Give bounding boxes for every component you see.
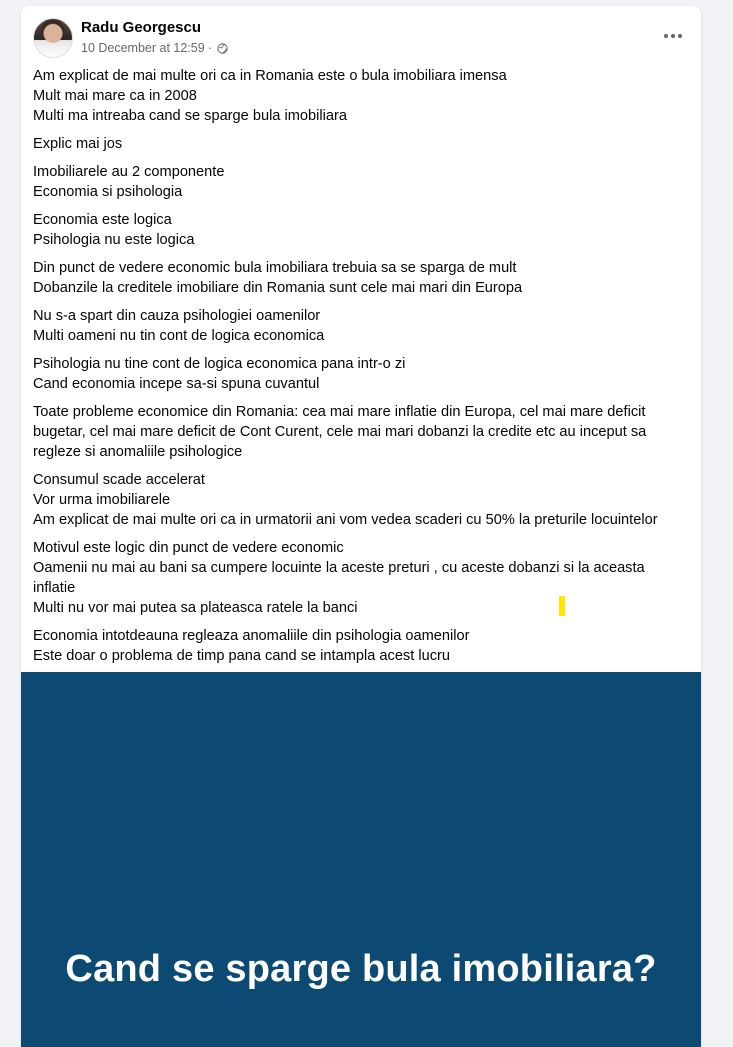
post-paragraph: [33, 470, 689, 530]
post-text: [21, 64, 701, 666]
post-line: Din punct de vedere economic bula imobiliara trebuia sa se sparga de mult: [33, 260, 517, 276]
post-line: Oamenii nu mai au bani sa cumpere locuinte la aceste preturi , cu aceste dobanzi si la aceasta inflatie: [33, 560, 645, 596]
post-line: Multi nu vor mai putea sa plateasca ratele la banci: [33, 600, 358, 616]
post-line: Motivul este logic din punct de vedere economic: [33, 540, 344, 556]
post-line: Am explicat de mai multe ori ca in urmatorii ani vom vedea scaderi cu 50% la preturile locuintelor: [33, 512, 658, 528]
post-line: Economia este logica: [33, 212, 172, 228]
post-line: Am explicat de mai multe ori ca in Romania este o bula imobiliara imensa: [33, 68, 507, 84]
post-paragraph: [33, 306, 689, 346]
post-line: Consumul scade accelerat: [33, 472, 205, 488]
post-line: Explic mai jos: [33, 136, 123, 152]
post-card: [21, 6, 701, 1047]
meta-separator: ·: [207, 41, 212, 55]
post-image[interactable]: [21, 672, 701, 1047]
post-paragraph: [33, 162, 689, 202]
more-dot-icon: [664, 34, 668, 38]
post-line: Mult mai mare ca in 2008: [33, 88, 197, 104]
post-line: Este doar o problema de timp pana cand se intampla acest lucru: [33, 648, 450, 664]
post-paragraph: [33, 134, 689, 154]
post-paragraph: [33, 354, 689, 394]
post-line: Vor urma imobiliarele: [33, 492, 171, 508]
post-paragraph: [33, 258, 689, 298]
timestamp[interactable]: 10 December at 12:59: [81, 41, 205, 55]
post-paragraph: [33, 210, 689, 250]
post-line: Nu s-a spart din cauza psihologiei oamenilor: [33, 308, 321, 324]
post-paragraph: [33, 66, 689, 126]
globe-icon[interactable]: [217, 43, 228, 54]
more-options-button[interactable]: [659, 26, 687, 46]
post-line: Dobanzile la creditele imobiliare din Romania sunt cele mai mari din Europa: [33, 280, 523, 296]
post-paragraph: [33, 538, 689, 618]
post-line: Psihologia nu tine cont de logica economica pana intr-o zi: [33, 356, 406, 372]
more-dot-icon: [671, 34, 675, 38]
post-line: Psihologia nu este logica: [33, 232, 195, 248]
post-paragraph: [33, 626, 689, 666]
post-line: Cand economia incepe sa-si spuna cuvantul: [33, 376, 320, 392]
author-name[interactable]: Radu Georgescu: [81, 19, 202, 36]
post-line: Economia si psihologia: [33, 184, 183, 200]
post-meta: [81, 41, 228, 55]
post-line: Toate probleme economice din Romania: cea mai mare inflatie din Europa, cel mai mare deficit bugetar, cel mai mare deficit de Cont Curent, cele mai mari dobanzi la credite etc au inceput sa regleze si anomaliile psihologice: [33, 404, 647, 460]
post-paragraph: [33, 402, 689, 462]
image-caption: Cand se sparge bula imobiliara?: [65, 948, 657, 990]
post-header: [21, 6, 701, 64]
avatar[interactable]: [33, 18, 73, 58]
text-cursor-highlight: [559, 596, 565, 616]
post-line: Multi oameni nu tin cont de logica economica: [33, 328, 325, 344]
post-line: Multi ma intreaba cand se sparge bula imobiliara: [33, 108, 347, 124]
post-line: Imobiliarele au 2 componente: [33, 164, 225, 180]
post-line: Economia intotdeauna regleaza anomaliile din psihologia oamenilor: [33, 628, 470, 644]
more-dot-icon: [678, 34, 682, 38]
